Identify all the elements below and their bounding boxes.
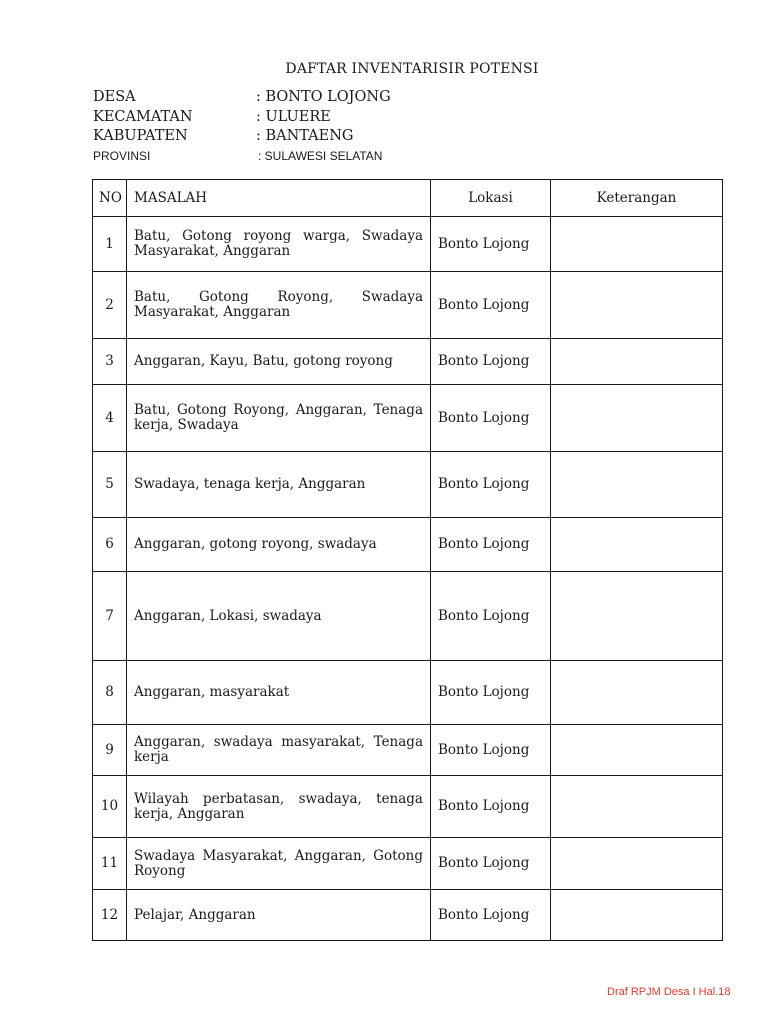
cell-masalah: Anggaran, swadaya masyarakat, Tenaga kerja bbox=[127, 725, 431, 776]
table-row bbox=[93, 272, 723, 339]
cell-masalah: Anggaran, gotong royong, swadaya bbox=[127, 518, 431, 572]
cell-no: 11 bbox=[93, 838, 127, 890]
cell-keterangan bbox=[551, 217, 723, 272]
cell-masalah: Swadaya, tenaga kerja, Anggaran bbox=[127, 452, 431, 518]
cell-lokasi: Bonto Lojong bbox=[431, 217, 551, 272]
header-keterangan: Keterangan bbox=[551, 180, 723, 217]
cell-no: 4 bbox=[93, 385, 127, 452]
cell-masalah: Pelajar, Anggaran bbox=[127, 890, 431, 941]
cell-no: 3 bbox=[93, 339, 127, 385]
info-value: : BANTAENG bbox=[256, 128, 354, 144]
cell-lokasi: Bonto Lojong bbox=[431, 339, 551, 385]
cell-no: 2 bbox=[93, 272, 127, 339]
table-row bbox=[93, 890, 723, 941]
cell-keterangan bbox=[551, 776, 723, 838]
cell-keterangan bbox=[551, 838, 723, 890]
cell-masalah: Anggaran, Kayu, Batu, gotong royong bbox=[127, 339, 431, 385]
cell-keterangan bbox=[551, 385, 723, 452]
potensi-table bbox=[92, 179, 723, 941]
table-row bbox=[93, 385, 723, 452]
info-value: : ULUERE bbox=[256, 109, 331, 125]
cell-lokasi: Bonto Lojong bbox=[431, 661, 551, 725]
document-title: DAFTAR INVENTARISIR POTENSI bbox=[285, 61, 539, 77]
info-label: PROVINSI bbox=[93, 149, 151, 163]
cell-lokasi: Bonto Lojong bbox=[431, 838, 551, 890]
cell-no: 10 bbox=[93, 776, 127, 838]
cell-masalah: Swadaya Masyarakat, Anggaran, Gotong Royong bbox=[127, 838, 431, 890]
cell-no: 9 bbox=[93, 725, 127, 776]
info-value: : SULAWESI SELATAN bbox=[258, 149, 383, 163]
table-row bbox=[93, 518, 723, 572]
table-row bbox=[93, 661, 723, 725]
cell-no: 1 bbox=[93, 217, 127, 272]
cell-keterangan bbox=[551, 272, 723, 339]
cell-keterangan bbox=[551, 452, 723, 518]
table-header-row bbox=[93, 180, 723, 217]
header-masalah: MASALAH bbox=[127, 180, 431, 217]
cell-no: 8 bbox=[93, 661, 127, 725]
page-footer: Draf RPJM Desa I Hal.18 bbox=[607, 986, 731, 998]
cell-lokasi: Bonto Lojong bbox=[431, 776, 551, 838]
cell-lokasi: Bonto Lojong bbox=[431, 272, 551, 339]
cell-masalah: Batu, Gotong Royong, Swadaya Masyarakat, Anggaran bbox=[127, 272, 431, 339]
cell-keterangan bbox=[551, 572, 723, 661]
header-no: NO bbox=[93, 180, 127, 217]
table-row bbox=[93, 725, 723, 776]
cell-lokasi: Bonto Lojong bbox=[431, 385, 551, 452]
cell-lokasi: Bonto Lojong bbox=[431, 890, 551, 941]
table-row bbox=[93, 452, 723, 518]
table-row bbox=[93, 572, 723, 661]
cell-masalah: Anggaran, masyarakat bbox=[127, 661, 431, 725]
cell-masalah: Anggaran, Lokasi, swadaya bbox=[127, 572, 431, 661]
cell-masalah: Batu, Gotong royong warga, Swadaya Masyarakat, Anggaran bbox=[127, 217, 431, 272]
cell-keterangan bbox=[551, 518, 723, 572]
cell-keterangan bbox=[551, 725, 723, 776]
cell-no: 7 bbox=[93, 572, 127, 661]
info-value: : BONTO LOJONG bbox=[256, 89, 391, 105]
cell-lokasi: Bonto Lojong bbox=[431, 572, 551, 661]
cell-lokasi: Bonto Lojong bbox=[431, 518, 551, 572]
info-label: DESA bbox=[93, 89, 136, 105]
table-row bbox=[93, 217, 723, 272]
info-label: KABUPATEN bbox=[93, 128, 188, 144]
cell-masalah: Batu, Gotong Royong, Anggaran, Tenaga kerja, Swadaya bbox=[127, 385, 431, 452]
cell-no: 6 bbox=[93, 518, 127, 572]
cell-keterangan bbox=[551, 661, 723, 725]
cell-no: 12 bbox=[93, 890, 127, 941]
header-lokasi: Lokasi bbox=[431, 180, 551, 217]
cell-no: 5 bbox=[93, 452, 127, 518]
cell-lokasi: Bonto Lojong bbox=[431, 725, 551, 776]
cell-lokasi: Bonto Lojong bbox=[431, 452, 551, 518]
info-label: KECAMATAN bbox=[93, 109, 193, 125]
table-row bbox=[93, 838, 723, 890]
cell-keterangan bbox=[551, 890, 723, 941]
table-row bbox=[93, 339, 723, 385]
table-row bbox=[93, 776, 723, 838]
cell-keterangan bbox=[551, 339, 723, 385]
cell-masalah: Wilayah perbatasan, swadaya, tenaga kerja, Anggaran bbox=[127, 776, 431, 838]
